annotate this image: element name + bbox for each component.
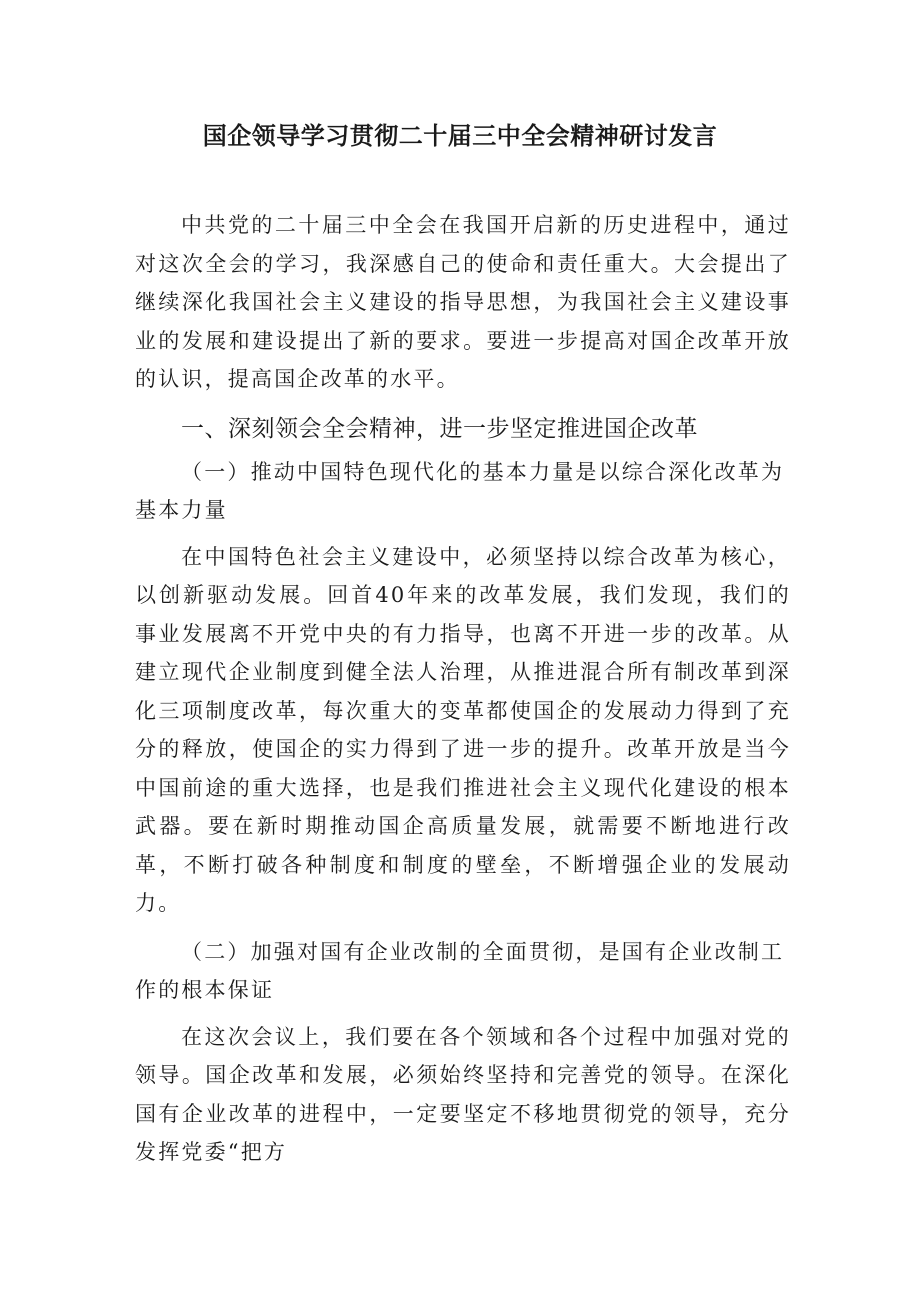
subsection-heading-1: （一）推动中国特色现代化的基本力量是以综合深化改革为基本力量 — [135, 459, 785, 522]
intro-paragraph: 中共党的二十届三中全会在我国开启新的历史进程中，通过对这次全会的学习，我深感自己的使命和责任重大。大会提出了继续深化我国社会主义建设的指导思想，为我国社会主义建设事业的发展和建设提出了新的要求。要进一步提高对国企改革开放的认识，提高国企改革的水平。 — [135, 213, 791, 391]
subsection-body-2: 在这次会议上，我们要在各个领域和各个过程中加强对党的领导。国企改革和发展，必须始终坚持和完善党的领导。在深化国有企业改革的进程中，一定要坚定不移地贯彻党的领导，充分发挥党委“把方 — [135, 1024, 791, 1164]
subsection-body-1: 在中国特色社会主义建设中，必须坚持以综合改革为核心，以创新驱动发展。回首40年来的改革发展，我们发现，我们的事业发展离不开党中央的有力指导，也离不开进一步的改革。从建立现代企业制度到健全法人治理，从推进混合所有制改革到深化三项制度改革，每次重大的变革都使国企的发展动力得到了充分的释放，使国企的实力得到了进一步的提升。改革开放是当今中国前途的重大选择，也是我们推进社会主义现代化建设的根本武器。要在新时期推动国企高质量发展，就需要不断地进行改革，不断打破各种制度和制度的壁垒，不断增强企业的发展动力。 — [135, 544, 791, 915]
subsection-heading-2: （二）加强对国有企业改制的全面贯彻，是国有企业改制工作的根本保证 — [135, 939, 785, 1002]
section-heading-1: 一、深刻领会全会精神，进一步坚定推进国企改革 — [181, 415, 698, 442]
document-body — [135, 206, 791, 1172]
document-title: 国企领导学习贯彻二十届三中全会精神研讨发言 — [202, 122, 718, 150]
